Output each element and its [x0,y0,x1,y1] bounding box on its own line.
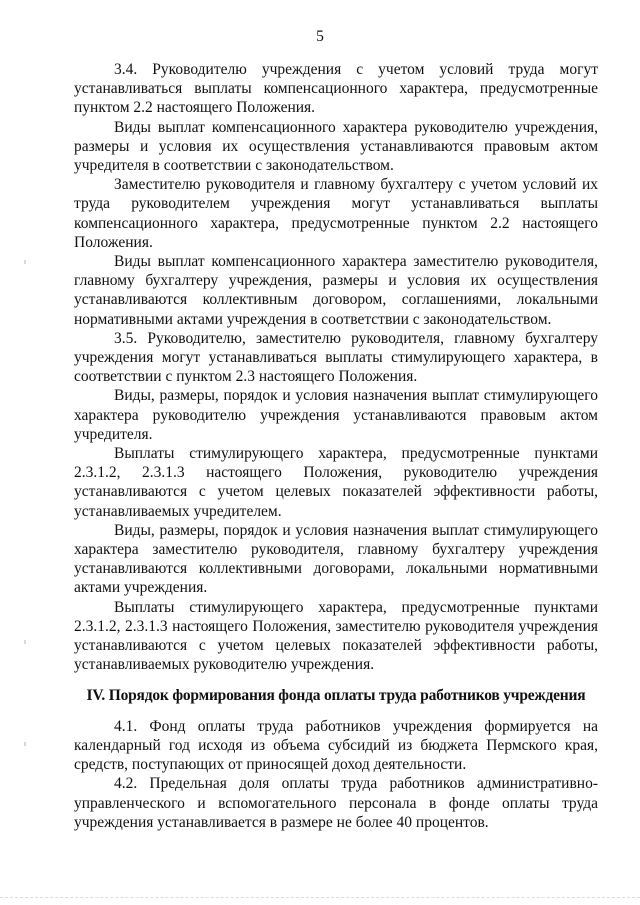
scan-bottom-edge [0,897,640,899]
scan-margin-mark [24,260,26,264]
scan-margin-mark [24,742,26,746]
paragraph: Заместителю руководителя и главному бухгалтеру с учетом условий их труда руководителем учреждения могут устанавливаться выплаты компенсационного характера, предусмотренные пунктом 2.2 настоящего Положения. [74,176,598,251]
paragraph-4-2: 4.2. Предельная доля оплаты труда работников административно-управленческого и вспомогательного персонала в фонде оплаты труда учреждения устанавливается в размере не более 40 процентов. [74,775,598,831]
paragraph: Виды выплат компенсационного характера заместителю руководителя, главному бухгалтеру учреждения, размеры и условия их осуществления устанавливаются коллективным договором, соглашениями, локальными нормативными актами учреждения в соответствии с законодательством. [74,253,598,328]
document-body [74,60,598,832]
paragraph-3-5: 3.5. Руководителю, заместителю руководителя, главному бухгалтеру учреждения могут устанавливаться выплаты стимулирующего характера, в соответствии с пунктом 2.3 настоящего Положения. [74,329,598,386]
paragraph: Виды выплат компенсационного характера руководителю учреждения, размеры и условия их осуществления устанавливаются правовым актом учредителя в соответствии с законодательством. [74,118,598,175]
page-number: 5 [316,28,324,45]
paragraph: Виды, размеры, порядок и условия назначения выплат стимулирующего характера руководителю учреждения устанавливаются правовым актом учредителя. [74,387,598,443]
paragraph-3-4: 3.4. Руководителю учреждения с учетом условий труда могут устанавливаться выплаты компенсационного характера, предусмотренные пунктом 2.2 настоящего Положения. [74,61,598,117]
scan-margin-mark [24,640,26,644]
paragraph: Выплаты стимулирующего характера, предусмотренные пунктами 2.3.1.2, 2.3.1.3 настоящего Положения, заместителю руководителя учреждения устанавливаются с учетом целевых показателей эффективности работы, устанавливаемых руководителю учреждения. [74,598,598,674]
paragraph: Выплаты стимулирующего характера, предусмотренные пунктами 2.3.1.2, 2.3.1.3 настоящего Положения, руководителю учреждения устанавливаются с учетом целевых показателей эффективности работы, устанавливаемых учредителем. [74,445,598,520]
paragraph-4-1: 4.1. Фонд оплаты труда работников учреждения формируется на календарный год исходя из объема субсидий из бюджета Пермского края, средств, поступающих от приносящей доход деятельности. [74,717,598,774]
paragraph: Виды, размеры, порядок и условия назначения выплат стимулирующего характера заместителю руководителя, главному бухгалтеру учреждения устанавливаются коллективными договорами, локальными нормативными актами учреждения. [74,521,598,597]
section-heading: IV. Порядок формирования фонда оплаты труда работников учреждения [86,686,586,704]
